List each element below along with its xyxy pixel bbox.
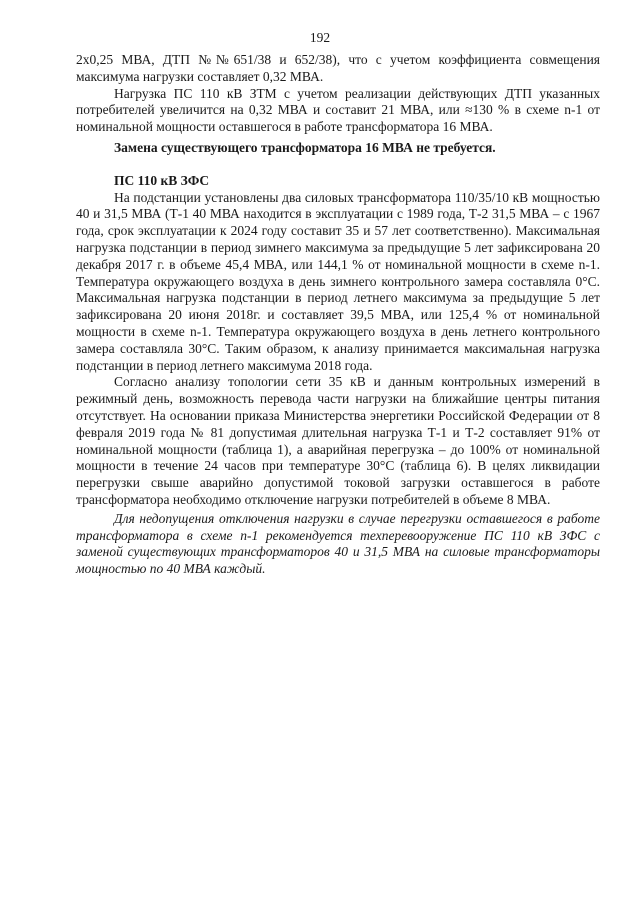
section-heading: ПС 110 кВ ЗФС [114,172,210,188]
paragraph-recommendation: Для недопущения отключения нагрузки в случае перегрузки оставшегося в работе трансформатора в схеме n-1 рекомендуется техперевооружение ПС 110 кВ ЗФС с заменой существующих трансформаторов 40 и 31,5 МВА на силовые трансформаторы мощностью по 40 МВА каждый. [76,510,600,577]
paragraph-continuation: 2x0,25 МВА, ДТП №№651/38 и 652/38), что с учетом коэффициента совмещения максимума нагрузки составляет 0,32 МВА. [76,52,600,84]
document-body [76,52,600,578]
paragraph-conclusion: Замена существующего трансформатора 16 МВА не требуется. [114,139,496,155]
page-number: 192 [309,30,331,45]
paragraph-ztm-load: Нагрузка ПС 110 кВ ЗТМ с учетом реализации действующих ДТП указанных потребителей увеличится на 0,32 МВА и составит 21 МВА, или ≈130 % в схеме n-1 от номинальной мощности оставшегося в работе трансформатора 16 МВА. [76,85,600,135]
paragraph-substation-description: На подстанции установлены два силовых трансформатора 110/35/10 кВ мощностью 40 и 31,5 МВА (Т-1 40 МВА находится в эксплуатации с 1989 года, Т-2 31,5 МВА – с 1967 года, срок эксплуатации к 2024 году составит 35 и 57 лет соответственно). Максимальная нагрузка подстанции в период зимнего максимума за предыдущие 5 лет зафиксирована 20 декабря 2017 г. в объеме 45,4 МВА, или 144,1 % от номинальной мощности в схеме n-1. Температура окружающего воздуха в день зимнего контрольного замера составляла 0°С. Максимальная нагрузка подстанции в период летнего максимума за предыдущие 5 лет зафиксирована 20 июня 2018г. и составляет 39,5 МВА, или 125,4 % от номинальной мощности в схеме n-1. Температура окружающего воздуха в день летнего контрольного замера составляла 30°С. Таким образом, к анализу принимается максимальная нагрузка подстанции в период летнего максимума 2018 года. [76,189,600,373]
paragraph-topology-analysis: Согласно анализу топологии сети 35 кВ и данным контрольных измерений в режимный день, возможность перевода части нагрузки на ближайшие центры питания отсутствует. На основании приказа Министерства энергетики Российской Федерации от 8 февраля 2019 года № 81 допустимая длительная нагрузка Т-1 и Т-2 составляет 91% от номинальной мощности (таблица 1), а аварийная перегрузка – до 100% от номинальной мощности в течение 24 часов при температуре 30°С (таблица 6). В целях ликвидации перегрузки свыше аварийно допустимой токовой загрузки оставшегося в работе трансформатора необходимо отключение нагрузки потребителей в объеме 8 МВА. [76,374,600,507]
